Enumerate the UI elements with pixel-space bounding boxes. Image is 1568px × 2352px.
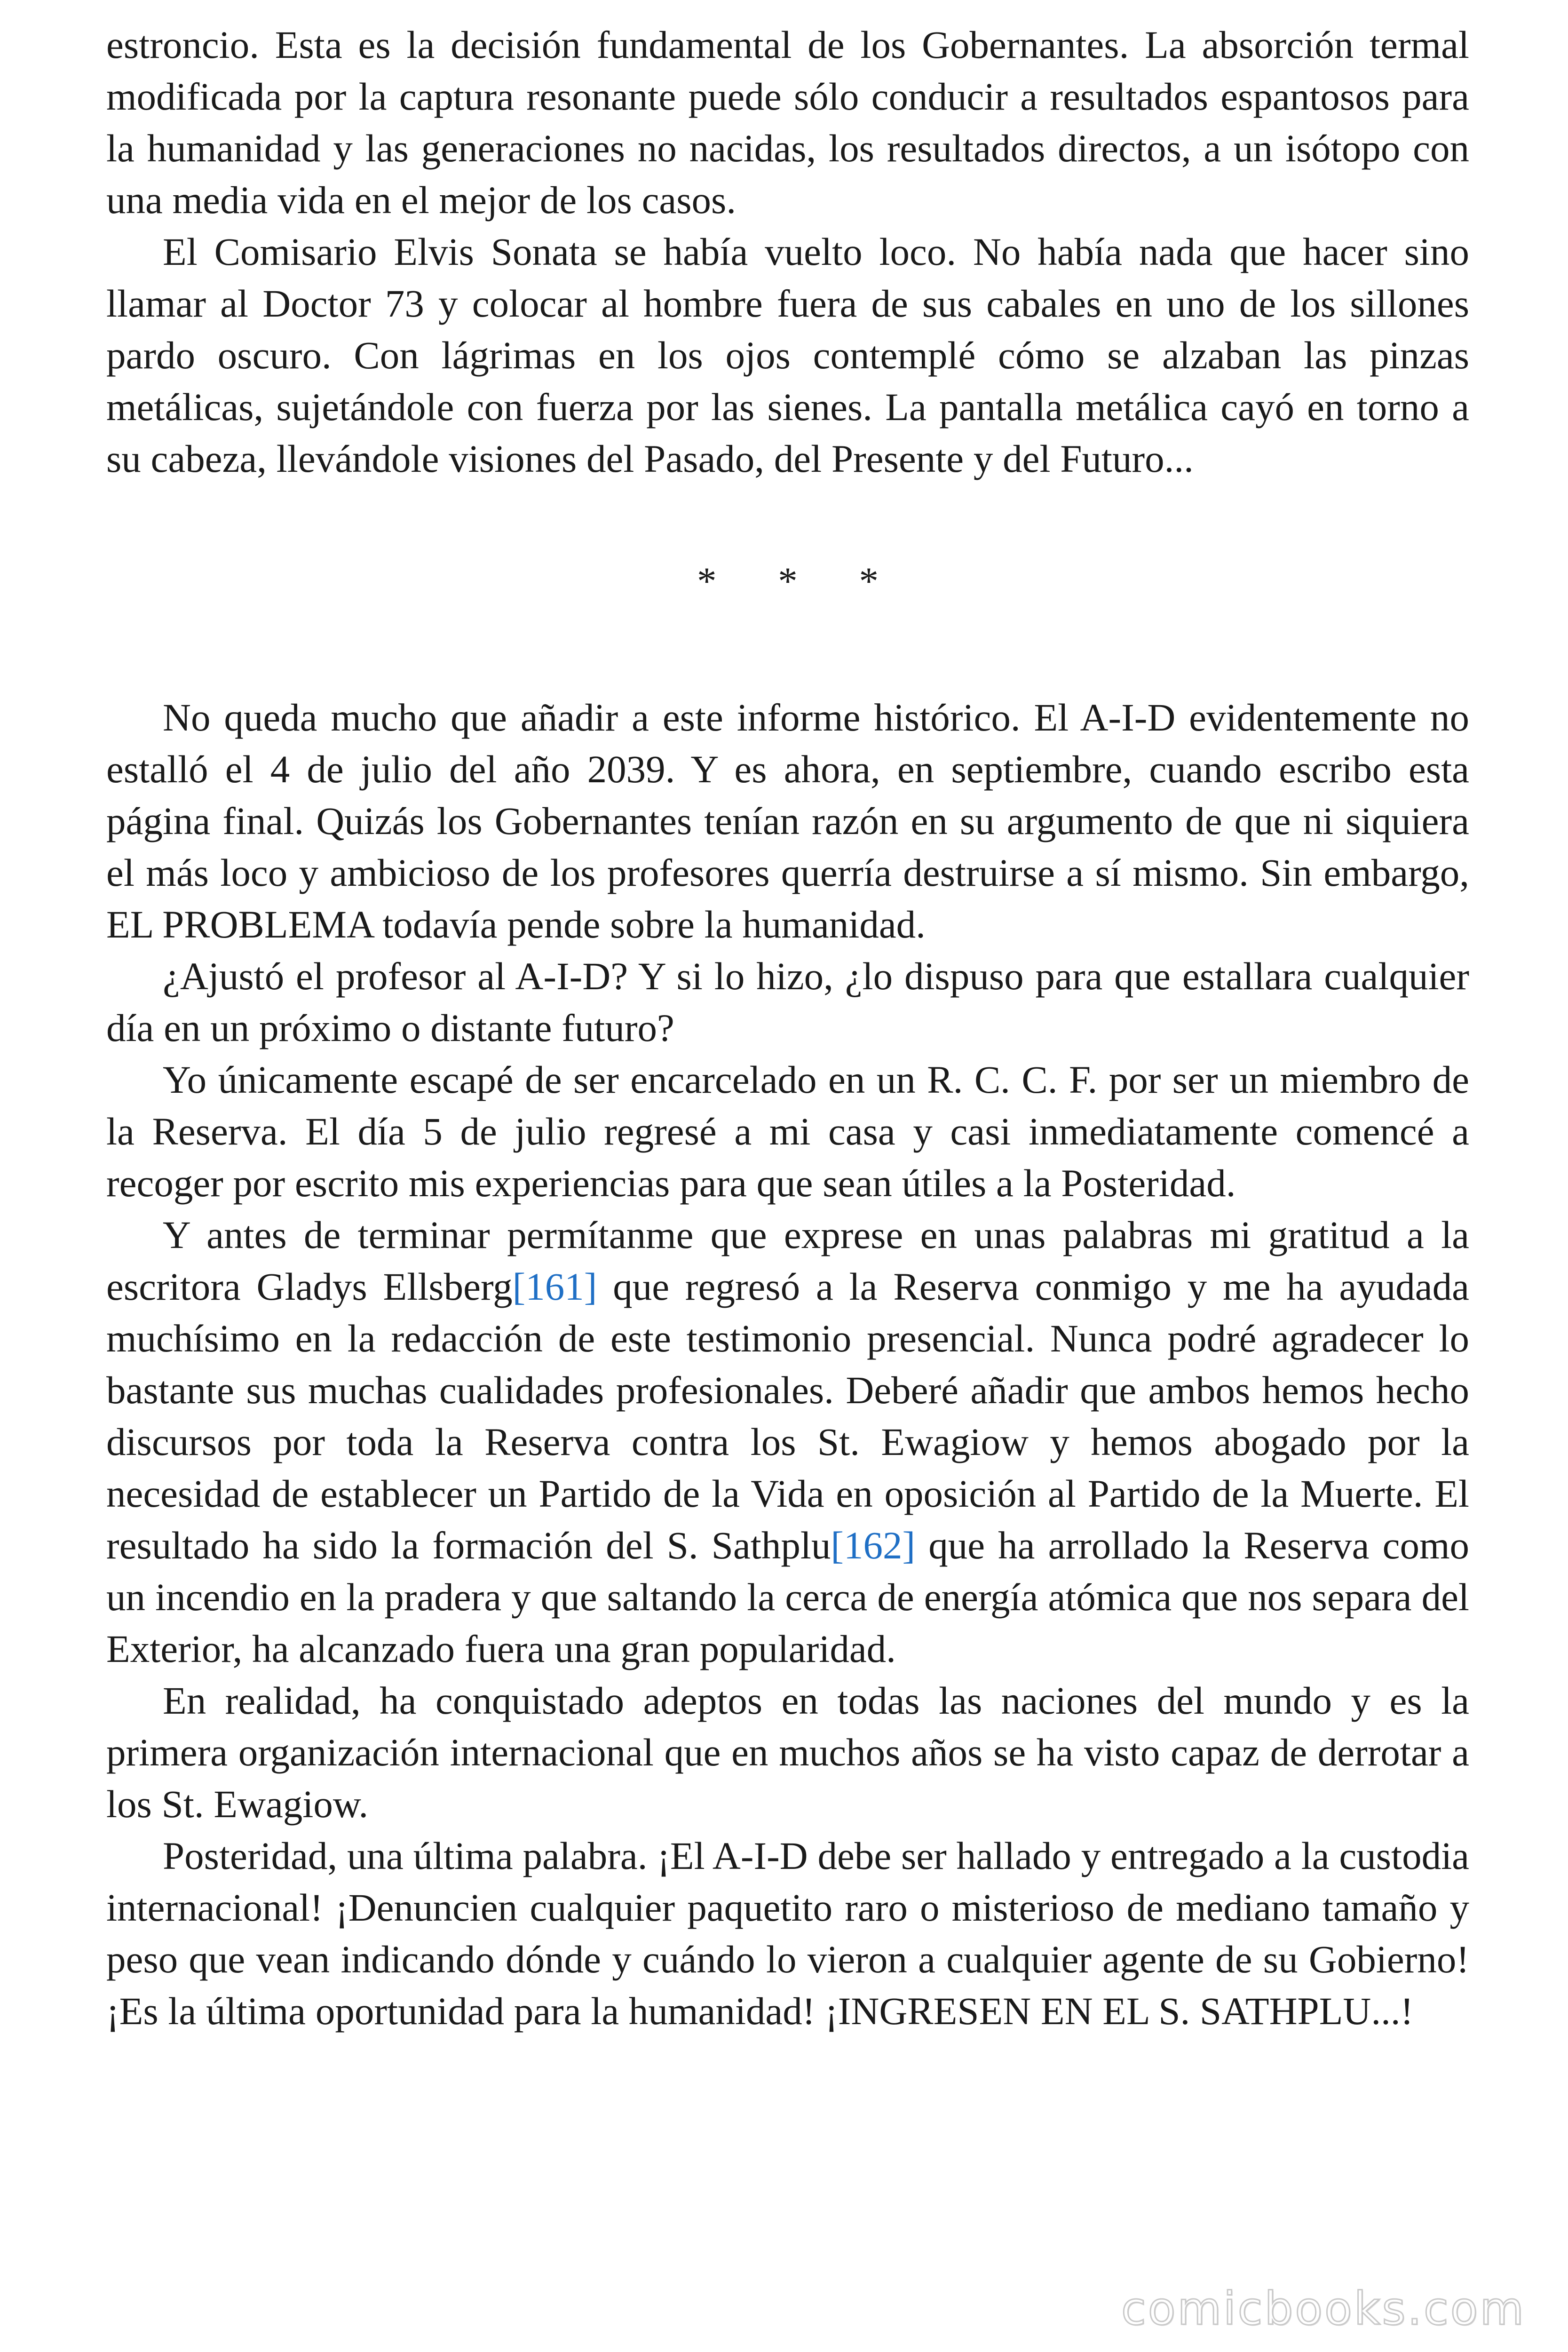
section-separator	[106, 485, 1469, 691]
watermark: comicbooks.com	[1121, 2282, 1526, 2335]
paragraph: En realidad, ha conquistado adeptos en todas las naciones del mundo y es la primera organización internacional que en muchos años se ha visto capaz de derrotar a los St. Ewagiow.	[106, 1679, 1469, 1826]
paragraph: Yo únicamente escapé de ser encarcelado en un R. C. C. F. por ser un miembro de la Reserva. El día 5 de julio regresé a mi casa y casi inmediatamente comencé a recoger por escrito mis experiencias para que sean útiles a la Posteridad.	[106, 1058, 1469, 1205]
page-body	[106, 19, 1469, 2037]
paragraph: Posteridad, una última palabra. ¡El A-I-D debe ser hallado y entregado a la custodia internacional! ¡Denuncien cualquier paquetito raro o misterioso de mediano tamaño y peso que vean indicando dónde y cuándo lo vieron a cualquier agente de su Gobierno! ¡Es la última oportunidad para la humanidad! ¡INGRESEN EN EL S. SATHPLU...!	[106, 1834, 1469, 2033]
paragraph: El Comisario Elvis Sonata se había vuelto loco. No había nada que hacer sino llamar al Doctor 73 y colocar al hombre fuera de sus cabales en uno de los sillones pardo oscuro. Con lágrimas en los ojos contemplé cómo se alzaban las pinzas metálicas, sujetándole con fuerza por las sienes. La pantalla metálica cayó en torno a su cabeza, llevándole visiones del Pasado, del Presente y del Futuro...	[106, 230, 1469, 480]
footnote-link-161[interactable]: [161]	[512, 1265, 597, 1308]
paragraph-continuation: estroncio. Esta es la decisión fundamental de los Gobernantes. La absorción termal modificada por la captura resonante puede sólo conducir a resultados espantosos para la humanidad y las generaciones no nacidas, los resultados directos, a un isótopo con una media vida en el mejor de los casos.	[106, 23, 1469, 222]
separator-asterisks: * * *	[697, 559, 879, 603]
footnote-link-162[interactable]: [162]	[831, 1524, 916, 1567]
paragraph-with-notes	[106, 1209, 1469, 1675]
paragraph-text: que regresó a la Reserva conmigo y me ha ayudada muchísimo en la redacción de este testimonio presencial. Nunca podré agradecer lo bastante sus muchas cualidades profesionales. Deberé añadir que ambos hemos hecho discursos por toda la Reserva contra los St. Ewagiow y hemos abogado por la necesidad de establecer un Partido de la Vida en oposición al Partido de la Muerte. El resultado ha sido la formación del S. Sathplu	[106, 1265, 1469, 1567]
paragraph: No queda mucho que añadir a este informe histórico. El A-I-D evidentemente no estalló el 4 de julio del año 2039. Y es ahora, en septiembre, cuando escribo esta página final. Quizás los Gobernantes tenían razón en su argumento de que ni siquiera el más loco y ambicioso de los profesores querría destruirse a sí mismo. Sin embargo, EL PROBLEMA todavía pende sobre la humanidad.	[106, 696, 1469, 946]
paragraph-text: que ha arrollado la Reserva como un incendio en la pradera y que saltando la cerca de energía atómica que nos separa del Exterior, ha alcanzado fuera una gran popularidad.	[106, 1524, 1470, 1670]
paragraph-text: Y antes de terminar permítanme que exprese en unas palabras mi gratitud a la escritora Gladys Ellsberg	[106, 1213, 1469, 1308]
paragraph: ¿Ajustó el profesor al A-I-D? Y si lo hizo, ¿lo dispuso para que estallara cualquier día en un próximo o distante futuro?	[106, 954, 1469, 1049]
